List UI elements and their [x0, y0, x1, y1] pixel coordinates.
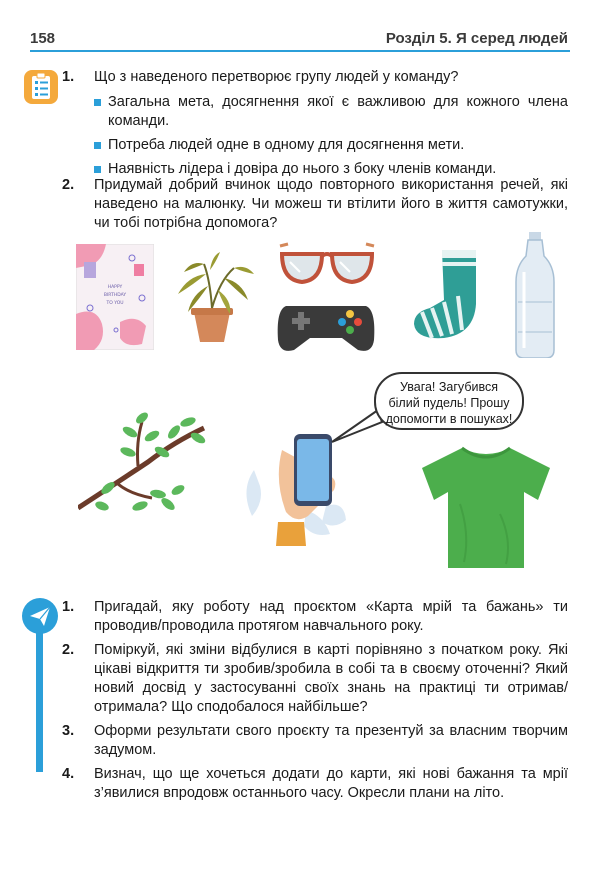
speech-bubble — [374, 372, 524, 430]
task-text: Оформи результати свого проєкту та презентуй за власним творчим задумом. — [94, 723, 568, 758]
birthday-card-image — [76, 244, 154, 350]
phone-in-hand-image — [234, 430, 350, 546]
task-text: Визнач, що ще хочеться додати до карти, які нові бажання та мрії з’явилися впродовж останнього часу. Окресли плани на літо. — [94, 766, 568, 801]
question-1-bullets — [94, 93, 568, 179]
bullet-item: Потреба людей одне в одному для досягнення мети. — [94, 136, 568, 155]
task-text: Пригадай, яку роботу над проєктом «Карта мрій та бажань» ти проводив/проводила протягом навчального року. — [94, 599, 568, 634]
task-item — [62, 598, 568, 636]
plastic-bottle-image — [514, 232, 556, 358]
sidebar-accent-bar — [36, 618, 43, 772]
project-tasks — [62, 598, 568, 808]
question-2-number: 2. — [62, 177, 75, 193]
task-number: 4. — [62, 766, 75, 782]
task-item — [62, 722, 568, 760]
t-shirt-image — [420, 444, 552, 570]
tree-branch-image — [78, 402, 210, 522]
question-2 — [62, 176, 568, 233]
task-number: 1. — [62, 599, 75, 615]
sock-image — [408, 248, 484, 342]
page-header — [30, 30, 570, 52]
card-text-line3: TO YOU — [106, 301, 124, 306]
task-number: 2. — [62, 642, 75, 658]
task-number: 3. — [62, 723, 75, 739]
card-text-line1: HAPPY — [107, 285, 123, 290]
task-text: Поміркуй, які зміни відбулися в карті порівняно з початком року. Які цікаві відкриття ти зробив/зробила в собі та в своєму оточенні? Який новий досвід у застосуванні своїх знань на практиці ти отримав/отримала? Що сподобалося найбільше? — [94, 642, 568, 715]
question-1-number: 1. — [62, 69, 75, 85]
wilted-plant-image — [164, 250, 260, 346]
question-1 — [62, 68, 568, 184]
task-item — [62, 641, 568, 717]
checklist-icon — [24, 70, 58, 104]
task-item — [62, 765, 568, 803]
bullet-item: Загальна мета, досягнення якої є важливою для кожного члена команди. — [94, 93, 568, 131]
question-2-text: Придумай добрий вчинок щодо повторного використання речей, які наведено на малюнку. Чи можеш ти втілити його в життя самотужки, чи тобі потрібна допомога? — [94, 177, 568, 231]
page-number: 158 — [30, 30, 56, 47]
section-title: Розділ 5. Я серед людей — [385, 30, 568, 47]
question-1-text: Що з наведеного перетворює групу людей у команду? — [94, 69, 459, 85]
paper-plane-icon — [22, 598, 58, 634]
speech-bubble-text: Увага! Загубився білий пудель! Прошу допомогти в пошуках! — [385, 380, 513, 426]
glasses-image — [278, 240, 376, 288]
card-text-line2: BIRTHDAY — [103, 293, 127, 298]
bullet-item: Наявність лідера і довіра до нього з боку членів команди. — [94, 160, 568, 179]
game-controller-image — [276, 300, 376, 354]
